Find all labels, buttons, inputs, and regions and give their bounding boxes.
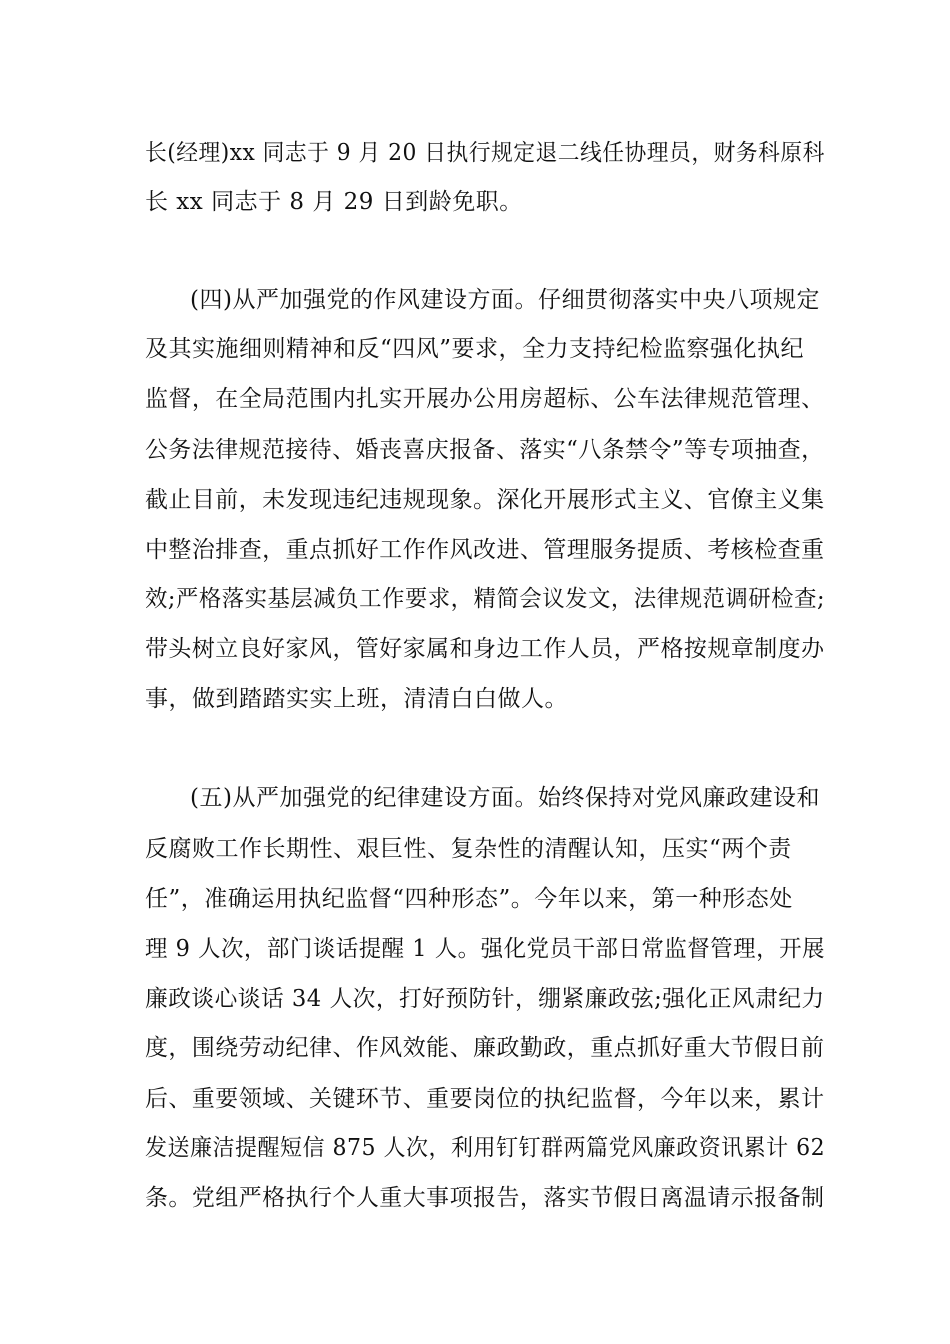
text-line: 带头树立良好家风，管好家属和身边工作人员，严格按规章制度办 bbox=[145, 636, 825, 662]
text-line: 长(经理)xx 同志于 9 月 20 日执行规定退二线任协理员，财务科原科 bbox=[145, 140, 825, 166]
text-line: 监督，在全局范围内扎实开展办公用房超标、公车法律规范管理、 bbox=[145, 386, 825, 412]
text-line: (五)从严加强党的纪律建设方面。始终保持对党风廉政建设和 bbox=[190, 785, 820, 811]
text-line: 发送廉洁提醒短信 875 人次，利用钉钉群两篇党风廉政资讯累计 62 bbox=[145, 1135, 826, 1161]
text-line: 中整治排查，重点抓好工作作风改进、管理服务提质、考核检查重 bbox=[145, 537, 825, 563]
text-line: 后、重要领域、关键环节、重要岗位的执纪监督，今年以来，累计 bbox=[145, 1086, 825, 1112]
text-line: 反腐败工作长期性、艰巨性、复杂性的清醒认知，压实“两个责 bbox=[145, 836, 792, 862]
text-line: 效;严格落实基层减负工作要求，精简会议发文，法律规范调研检查; bbox=[145, 586, 825, 612]
text-line: 事，做到踏踏实实上班，清清白白做人。 bbox=[145, 686, 568, 712]
text-line: 长 xx 同志于 8 月 29 日到龄免职。 bbox=[145, 189, 523, 215]
text-line: 理 9 人次，部门谈话提醒 1 人。强化党员干部日常监督管理，开展 bbox=[145, 936, 826, 962]
text-line: 及其实施细则精神和反“四风”要求，全力支持纪检监察强化执纪 bbox=[145, 336, 805, 362]
text-line: 公务法律规范接待、婚丧喜庆报备、落实“八条禁令”等专项抽查， bbox=[145, 437, 825, 463]
text-line: 廉政谈心谈话 34 人次，打好预防针，绷紧廉政弦;强化正风肃纪力 bbox=[145, 986, 825, 1012]
text-line: 截止目前，未发现违纪违规现象。深化开展形式主义、官僚主义集 bbox=[145, 487, 825, 513]
text-line: 度，围绕劳动纪律、作风效能、廉政勤政，重点抓好重大节假日前 bbox=[145, 1035, 825, 1061]
text-line: 条。党组严格执行个人重大事项报告，落实节假日离温请示报备制 bbox=[145, 1185, 825, 1211]
text-line: (四)从严加强党的作风建设方面。仔细贯彻落实中央八项规定 bbox=[190, 287, 820, 313]
text-line: 任”，准确运用执纪监督“四种形态”。今年以来，第一种形态处 bbox=[145, 886, 793, 912]
